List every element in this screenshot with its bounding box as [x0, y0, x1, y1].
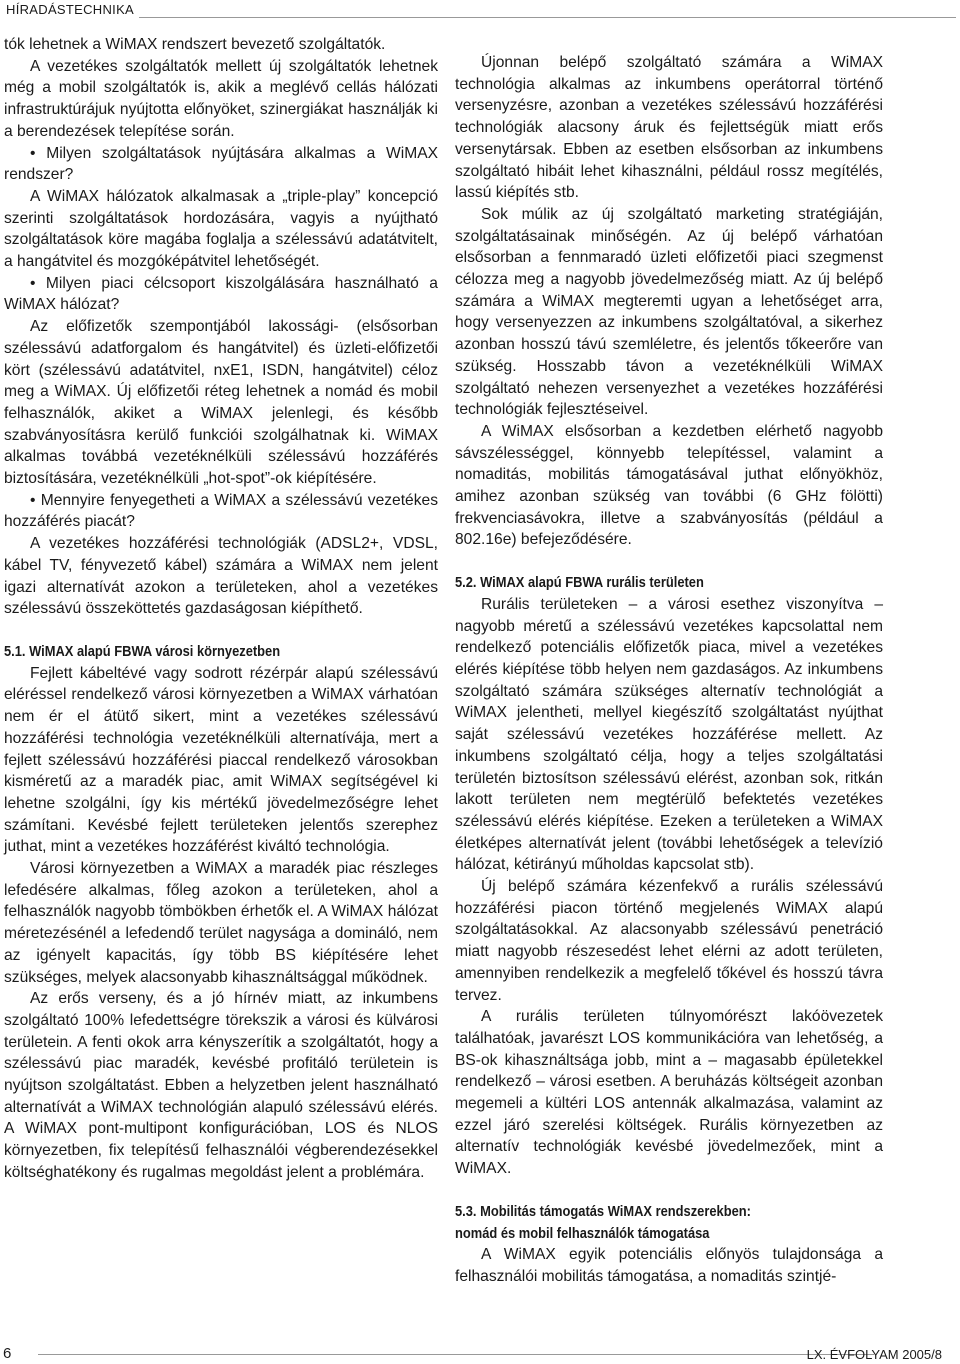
question-bullet: • Milyen szolgáltatások nyújtására alkalmas a WiMAX rendszer?	[4, 144, 438, 184]
page-number: 6	[3, 1345, 12, 1362]
paragraph: Új belépő számára kézenfekvő a rurális szélessávú hozzáférési piacon történő megjelenés WiMAX alapú szolgáltatásokkal. Az alacsonyabb szélessávú penetráció miatt nagyobb részesedést lehet elérni az adott területen, amennyiben rendelkezik a megfelelő tőkével és hosszú távra tervez.	[455, 878, 883, 1004]
paragraph: A WiMAX egyik potenciális előnyös tulajdonsága a felhasználói mobilitás támogatása, a nomaditás szintjé-	[455, 1246, 883, 1285]
paragraph: tók lehetnek a WiMAX rendszert bevezető szolgáltatók.	[4, 36, 386, 53]
volume-label: LX. ÉVFOLYAM 2005/8	[806, 1347, 942, 1362]
paragraph: Az előfizetők szempontjából lakossági- (elsősorban szélessávú adatforgalom és hangátvitel) és üzleti-előfizetői kört (szélessávú adatátvitel, nxE1, ISDN, hangátvitel) céloz meg a WiMAX. Új előfizetői réteg lehetnek a nomád és mobil felhasználók, akiket a WiMAX jelenlegi, és később szabványosításra kerülő funkciói szolgálhatnak ki. WiMAX alkalmas továbbá vezetéknélküli szélessávú hozzáférés biztosítására, vezetéknélküli „hot-spot”-ok kiépítésére.	[4, 318, 438, 488]
paragraph: A rurális területen túlnyomórészt lakóövezetek találhatóak, javarészt LOS kommunikációra van lehetőség, a BS-ok kihasználtsága jobb, mint a – magasabb épületekkel rendelkező – városi esetben. A beruházás költségeit azonban megemeli a kültéri LOS antennák alkalmazása, valamint az ezzel járó szerelési költségek. Rurális környezetben az alternatív technológiák kevésbé jövedelmezőek, mint a WiMAX.	[455, 1008, 883, 1178]
paragraph: Sok múlik az új szolgáltató marketing stratégiáján, szolgáltatásainak minőségén. Az új belépő várhatóan elsősorban a fennmaradó üzleti előfizetői piaci szegmenst célozza meg a nagyobb jövedelmezőség miatt. Az új belépő számára a WiMAX megteremti ugyan a lehetőséget arra, hogy versenyezzen az inkumbens szolgáltatóval, a sikerhez azonban hosszú távú szemléletre, és jelentős tőkeerőre van szükség. Hosszabb távon a vezetéknélküli WiMAX szolgáltató nehezen versenyezhet a vezetékes hozzáférési technológiák fejlesztéseivel.	[455, 205, 883, 419]
question-bullet: • Milyen piaci célcsoport kiszolgálására használható a WiMAX hálózat?	[4, 274, 438, 314]
page-footer	[0, 1336, 960, 1364]
section-heading-5-1: 5.1. WiMAX alapú FBWA városi környezetben	[4, 642, 281, 660]
left-column	[4, 34, 438, 1184]
paragraph: A WiMAX elsősorban a kezdetben elérhető nagyobb sávszélességgel, könnyebb telepítéssel, valamint a nomaditás, mobilitás támogatásával juthat előnyökhöz, amihez azonban szükség van további (6 GHz fölötti) frekvenciasávokra, illetve a szabványosítás (például a 802.16e) befejeződésére.	[455, 422, 883, 549]
paragraph: A vezetékes hozzáférési technológiák (ADSL2+, VDSL, kábel TV, fényvezető kábel) számára a WiMAX nem jelent igazi alternatívát azokon a területeken, ahol a vezetékes szélessávú összeköttetés gazdaságosan kiépíthető.	[4, 535, 438, 618]
footer-rule	[38, 1354, 874, 1355]
paragraph: Fejlett kábeltévé vagy sodrott rézérpár alapú szélessávú eléréssel rendelkező városi környezetben a WiMAX várhatóan nem ér el átütő sikert, mint a vezetékes szélessávú hozzáférési technológia vezetéknélküli alternatívája, mert a fejlett szélessávú hozzáférési piaccal rendelkező városokban kisméretű az a maradék piac, amit WiMAX segítségével ki lehetne szolgálni, így kis mértékű jövedelmezőségre lehet számítani. Kevésbé fejlett területeken jelentős szerephez juthat, mint a vezetékes hozzáférést kiváltó technológia.	[4, 664, 438, 856]
header-rule	[139, 17, 956, 18]
question-bullet: • Mennyire fenyegetheti a WiMAX a szélessávú vezetékes hozzáférés piacát?	[4, 491, 438, 531]
running-header	[4, 0, 956, 22]
paragraph: Városi környezetben a WiMAX a maradék piac részleges lefedésére alkalmas, főleg azokon a területeken, ahol a felhasználók nagyobb tömbökben érhetők el. A WiMAX hálózat méretezésénél a lefedendő terület nagysága a domináló, nem az igényelt kapacitás, így több BS kiépítésére lehet szükséges, melyek alacsonyabb kihasználtsággal működnek.	[4, 860, 438, 986]
section-heading-5-2: 5.2. WiMAX alapú FBWA rurális területen	[455, 574, 704, 592]
right-column	[455, 52, 883, 1288]
paragraph: Az erős verseny, és a jó hírnév miatt, az inkumbens szolgáltató 100% lefedettségre törekszik a városi és külvárosi területein. A fenti okok arra kényszerítik a szolgáltatót, hogy a szélessávú piac maradék, kevésbé profitáló területein is nyújtson szolgáltatást. Ebben a helyzetben jelent használható alternatívát a WiMAX technológián alapuló szélessávú elérés. A WiMAX pont-multipont konfigurációban, LOS és NLOS környezetben, fix telepítésű felhasználói végberendezésekkel költséghatékony és rugalmas megoldást jelent a problémára.	[4, 990, 438, 1181]
paragraph: A WiMAX hálózatok alkalmasak a „triple-play” koncepció szerinti szolgáltatások hordozására, vagyis a nyújtható szolgáltatások köre magába foglalja a szélessávú adatátvitelt, a hangátvitel és mozgóképátvitel lehetőségét.	[4, 187, 438, 271]
section-heading-5-3: 5.3. Mobilitás támogatás WiMAX rendszerekben:	[455, 1202, 751, 1220]
paragraph: A vezetékes szolgáltatók mellett új szolgáltatók lehetnek még a mobil szolgáltatók is, akik a meglévő cellás hálózati infrastruktúrájuk nyújtotta előnyöket, szinergiákat használják ki a berendezések telepítése során.	[4, 57, 438, 140]
journal-title: HÍRADÁSTECHNIKA	[6, 2, 135, 17]
section-heading-5-3-subtitle: nomád és mobil felhasználók támogatása	[455, 1224, 710, 1242]
paragraph: Újonnan belépő szolgáltató számára a WiMAX technológia alkalmas az inkumbens operátorral történő versenyzésre, azonban a vezetékes szélessávú hozzáférési technológiák alacsony áruk és fejlettségük miatt erős versenytársak. Ebben az esetben elsősorban az inkumbens szolgáltató hibáit lehet kihasználni, például rossz megítélés, lassú kiépítés stb.	[455, 54, 883, 202]
paragraph: Rurális területeken – a városi esethez viszonyítva – nagyobb méretű a szélessávú vezetékes kapcsolattal nem rendelkező potenciális előfizetők piaca, mivel a vezetékes elérés kiépítése több helyen nem gazdaságos. Az inkumbens szolgáltató számára szükséges alternatív technológiát a WiMAX jelentheti, mellyel kiegészítő szolgáltatást nyújthat saját szélessávú vezetékes hozzáférése mellett. Az inkumbens szolgáltató célja, hogy a teljes szolgáltatási területén biztosítson szélessávú elérést, azonban sok, ritkán lakott területen nem megtérülő befektetés vezetékes szélessávú elérés kiépítése. Ezeken a területeken a WiMAX életképes alternatívát jelent (további lehetőségek a televízió hálózat, kétirányú műholdas kapcsolat stb).	[455, 595, 883, 874]
